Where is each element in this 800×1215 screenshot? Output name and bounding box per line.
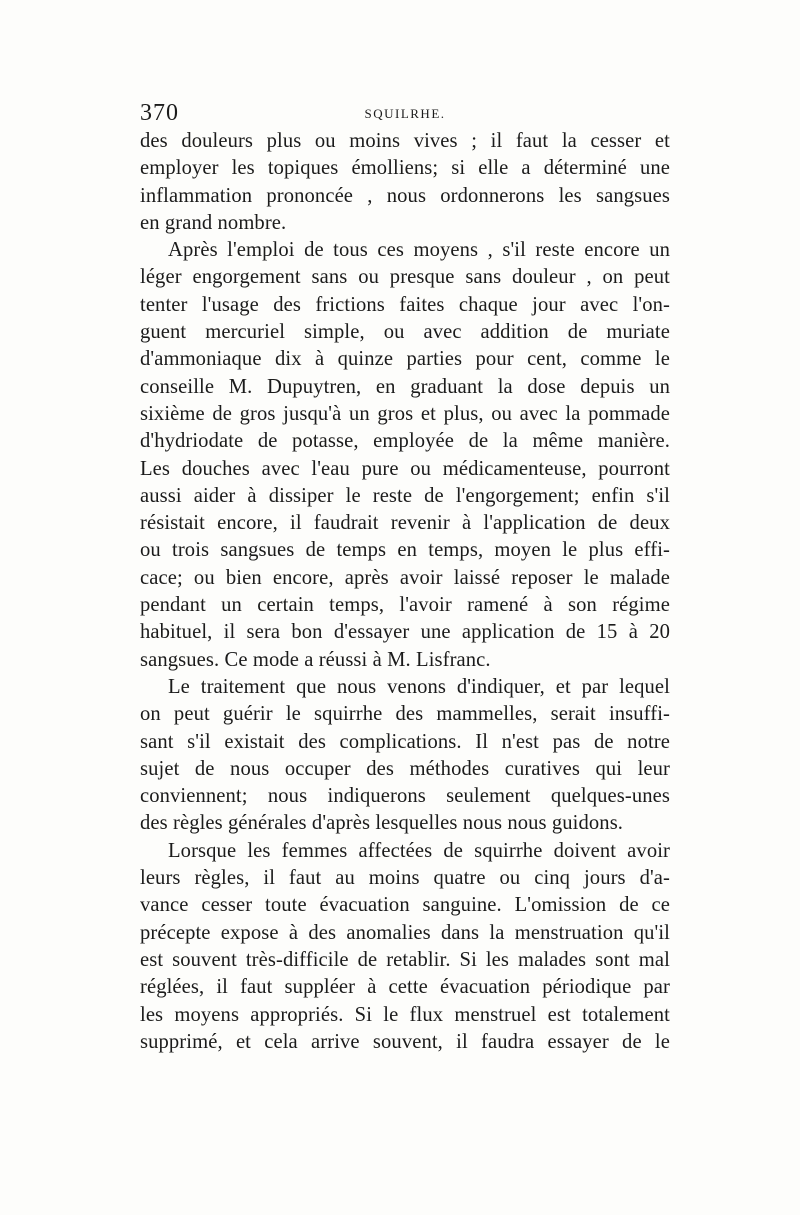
text-line: leurs règles, il faut au moins quatre ou cinq jours d'a- (140, 867, 670, 890)
text-line: des douleurs plus ou moins vives ; il faut la cesser et (140, 130, 670, 152)
text-line: des règles générales d'après lesquelles nous nous guidons. (140, 812, 624, 835)
running-title: SQUILRHE. (364, 106, 446, 121)
text-line: Les douches avec l'eau pure ou médicamenteuse, pourront (140, 457, 670, 480)
text-line: vance cesser toute évacuation sanguine. L'omission de ce (140, 894, 670, 917)
text-line: Lorsque les femmes affectées de squirrhe doivent avoir (168, 839, 670, 862)
text-line: est souvent très-difficile de retablir. Si les malades sont mal (140, 948, 670, 971)
text-line: pendant un certain temps, l'avoir ramené à son régime (140, 594, 670, 617)
text-line: sujet de nous occuper des méthodes curatives qui leur (140, 757, 670, 780)
text-line: ou trois sangsues de temps en temps, moyen le plus effi- (140, 539, 670, 562)
text-line: les moyens appropriés. Si le flux menstruel est totalement (140, 1003, 670, 1026)
text-line: tenter l'usage des frictions faites chaque jour avec l'on- (140, 293, 670, 316)
text-line: conviennent; nous indiquerons seulement quelques-unes (140, 785, 670, 808)
text-line: on peut guérir le squirrhe des mammelles, serait insuffi- (140, 703, 670, 726)
text-line: sangsues. Ce mode a réussi à M. Lisfranc. (140, 648, 491, 671)
text-line: résistait encore, il faudrait revenir à l'application de deux (140, 512, 670, 535)
text-line: guent mercuriel simple, ou avec addition de muriate (140, 321, 670, 344)
text-line: Le traitement que nous venons d'indiquer, et par lequel (168, 675, 670, 698)
text-line: employer les topiques émolliens; si elle a déterminé une (140, 157, 670, 180)
text-line: précepte expose à des anomalies dans la menstruation qu'il (140, 921, 670, 944)
text-line: Après l'emploi de tous ces moyens , s'il reste encore un (168, 239, 670, 262)
text-line: habituel, il sera bon d'essayer une application de 15 à 20 (140, 621, 670, 644)
text-line: aussi aider à dissiper le reste de l'engorgement; enfin s'il (140, 484, 670, 507)
text-line: réglées, il faut suppléer à cette évacuation périodique par (140, 976, 670, 999)
text-line: d'hydriodate de potasse, employée de la même manière. (140, 430, 670, 453)
text-line: inflammation prononcée , nous ordonnerons les sangsues (140, 184, 670, 207)
text-line: sant s'il existait des complications. Il n'est pas de notre (140, 730, 670, 753)
text-line: en grand nombre. (140, 211, 287, 234)
text-line: conseille M. Dupuytren, en graduant la dose depuis un (140, 375, 670, 398)
text-line: sixième de gros jusqu'à un gros et plus, ou avec la pommade (140, 402, 670, 425)
page-number: 370 (140, 100, 179, 126)
text-line: léger engorgement sans ou presque sans douleur , on peut (140, 266, 670, 289)
text-line: supprimé, et cela arrive souvent, il faudra essayer de le (140, 1030, 670, 1053)
page-header (140, 100, 670, 128)
text-line: cace; ou bien encore, après avoir laissé reposer le malade (140, 566, 670, 589)
text-line: d'ammoniaque dix à quinze parties pour cent, comme le (140, 348, 670, 371)
body-text (140, 128, 670, 1056)
